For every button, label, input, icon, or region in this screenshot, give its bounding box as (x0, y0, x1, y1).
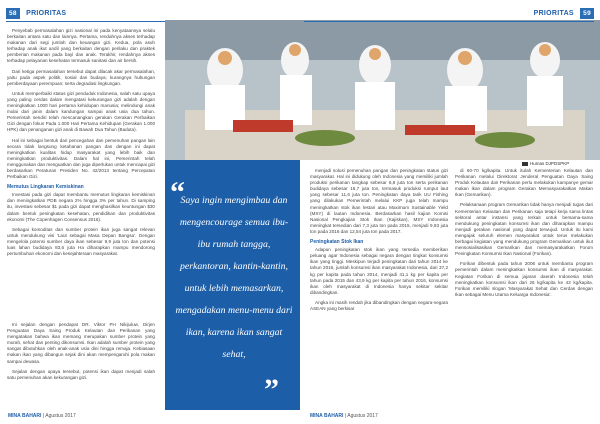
right-footer-date: Agustus 2017 (347, 413, 378, 419)
right-section-title: PRIORITAS (533, 10, 574, 17)
left-col1-paragraph: Penyebab permasalahan gizi nasional ini pada kenyataannya selalu berkaitan antara satu dan lainnya. Pertama, rendahnya akses terhadap makanan dari segi jumlah dan keuangan gizi. Kedua, pola asuh terhadap anak ikut andil yang berkaitan dengan perilaku dan praktek pemberian makanan pada bayi dan anak. Terakhir, rendahnya akses terhadap pelayanan kesehatan termasuk sanitasi dan air bersih. (7, 28, 155, 64)
right-page-number: 59 (580, 8, 594, 19)
open-quote-icon: “ (170, 176, 185, 209)
left-col1-paragraph: Dari ketiga permasalahan tersebut dapat dilacak akar permasalahan, yaitu pada aspek politik, sosial dan budaya; kurangnya hubungan pemberdayaan perempuan; serta degradasi lingkungan. (7, 68, 155, 86)
left-col2-paragraph: Sejalan dengan upaya tersebut, potensi ikan dapat menjadi salah satu pemenuhan akan kekurangan gizi. (7, 368, 155, 380)
right-column-1 (310, 168, 448, 408)
right-col1-paragraph: menjadi solusi pemenuhan pangan dan peningkatan status gizi masyarakat. Hal ini didukung oleh Indonesia yang memiliki jumlah produksi perikanan tangkap sebesar 6,8 juta ton serta perikanan budidaya sebesar 16,7 juta ton, termasuk produksi rumput laut yang sebesar 11,6 juta ton. Peningkatan daya tarik UU Fishing yang dilakukan Pemerintah melalui KKP juga telah mampu meningkatkan stok ikan lestari atau Maximum Sustainable Yield (MSY) di lautan Indonesia. Berdasarkan hasil kajian Komisi Nasional Pengkajian Stok Ikan (Kajiskan), MSY Indonesia meningkat tersedian dari 7,3 juta ton pada 2015, menjadi 9,93 juta ton pada 2016 dan 12,54 juta ton pada 2017. (310, 168, 448, 234)
left-col1-paragraph: Untuk memperbaiki status gizi penduduk Indonesia, salah satu upaya yang paling cerdas dalam mengatasi kekurangan gizi adalah dengan meningkatkan 1000 hari pertama kehidupan manusia; melindungi anak mulai dari janin dalam kandungan sampai anak usia dua tahun. Pemerintah sendiri telah mencanangkan gerakan Gerakan Perbaikan Gizi dengan fokus Pada 1.000 Hari Pertama Kehidupan (Gerakan 1.000 HPK) dan penanganan gizi anak di Bawah Dua Tahun (Baduta). (7, 90, 155, 133)
right-page (300, 0, 600, 424)
left-column-1-bottom (7, 322, 155, 412)
right-col1b-paragraph: Adapun peningkatan stok ikan yang tersedia memberikan peluang agar Indonesia sebagai negara dengan tingkat konsumsi ikan yang tinggi. Meskipun terjadi peningkatan dari tahun 2014 ke tahun 2016, jumlah konsumsi ikan masyarakat Indonesia, dari 37,2 kg per kapita pada tahun 2014, menjadi 41,1 kg per kapita per tahun pada 2015 dan 43,9 kg per kapita per tahun 2016, konsumsi ikan oleh masyarakat di Indonesia hanya sekitar sekitar dibandingkan. (310, 247, 448, 295)
left-col1-paragraph: Hal ini sebagai bentuk dari pencegahan dan pemenuhan pangan lain secara tidak langsung ketahanan pangan dan dengan ini dapat meningkatkan kualitas hidup masyarakat yang lebih baik dan meningkatkan produktivitas. Dalam hal ini, Pemerintah telah menggunakan dan menguatkan dan juga diperlukan untuk mencapai gizi berdasarkan Peraturan Presiden No. 42/2013 tentang Percepatan Perbaikan Gizi. (7, 137, 155, 180)
subhead-stok-ikan: Peningkatan Stok Ikan (310, 239, 364, 246)
right-col2-paragraph: Pelaksanaan program Gemarikan tidak hanya menjadi tugas dari Kementerian Kelautan dan Perikanan saja tetapi kerja sama lintas sektoral antar instansi yang terkait untuk bersama-sama mendukung peningkatan konsumsi ikan dan diharapkan mampu menjadi gerakan nasional yang dapat terwujud. Untuk itu kami mengajak seluruh elemen masyarakat untuk terus melakukan berbagai kegiatan yang mendukung program Gemarikan untuk ikut mensosialisasikan Gemarikan dan memasyarakatkan Forum Peningkatan Konsumsi Ikan Nasional (Forikan). (455, 202, 593, 257)
left-footer-date: Agustus 2017 (45, 413, 76, 419)
left-page-number: 58 (6, 8, 20, 19)
right-col1b-paragraph: Angka ini masih rendah jika dibandingkan dengan negara-negara ASEAN yang berkisar (310, 299, 448, 311)
left-section-title: PRIORITAS (26, 10, 67, 17)
right-header (534, 8, 594, 20)
left-col1b-paragraph: Investasi pada gizi dapat membantu memutus lingkaran kemiskinan dan meningkatkan PDB negara 2% hingga 3% per tahun. Di samping itu, investasi sebesar $1 pada gizi dapat menghasilkan keuntungan $30 dalam bentuk peningkatan kesehatan, pendidikan dan produktivitas ekonomi (The Copenhagen Consensus 2016). (7, 192, 155, 222)
right-footer-mag: MINA BAHARI (310, 413, 344, 419)
subhead-lingkaran: Memutus Lingkaran Kemiskinan (7, 184, 84, 191)
left-header (6, 8, 66, 20)
left-col2-paragraph: Ini sejalan dengan pendapat DR. Viktor PH Nikijuluw, Dirjen Penguatan Daya Saing Produk Kelautan dan Perikanan yang mengatakan bahwa ikan memang merupakan sumber protein yang murah, sehat dan penting dikonsumsi. Ikan adalah sumber protein yang sangat dibutuhkan oleh anak-anak usia dini hingga remaja. Kebiasaan makan ikan yang dibangun sejak dini akan mempengaruhi pola makan sampai dewasa. (7, 322, 155, 364)
left-footer-mag: MINA BAHARI (8, 413, 42, 419)
close-quote-icon: ” (264, 373, 279, 406)
right-col2-paragraph: Forikan dibentuk pada tahun 2006 untuk membantu program pemerintah dalam meningkatkan konsumsi ikan di masyarakat. Kegiatan Forikan di semua jajaran daerah Indonesia telah meningkatkan konsumsi ikan dari 26 kg/kapita ke 43 kg/kapita. Forikan memiliki slogan 'Masyarakat Sehat dan Cerdas dengan Ikan sebagai Menu Utama Keluarga Indonesia'. (455, 261, 593, 297)
right-footer: MINA BAHARI | Agustus 2017 (310, 413, 378, 419)
right-col2-paragraph: di 60-70 kg/kapita. Untuk itulah Kementerian Kelautan dan Perikanan melalui Direktorat Jenderal Penguatan Daya Saing Produk Kelautan dan Perikanan perlu melakukan kampanye gemar makan ikan dalam program Gerakan Memasyarakatkan Makan Ikan (Gemarikan). (455, 168, 593, 198)
right-column-2 (455, 168, 593, 408)
pull-quote-text: Saya ingin mengimbau dan mengencourage semua ibu-ibu rumah tangga, perkantoran, kantin-kantin, untuk lebih memasarkan, mengadakan menu-menu dari ikan, karena ikan sangat sehat, (175, 195, 293, 360)
photo-caption: Humas DJPDSPKP (522, 161, 569, 166)
left-footer: MINA BAHARI | Agustus 2017 (8, 413, 76, 419)
right-header-rule (304, 21, 594, 22)
left-col1b-paragraph: Sebagai komoditas dan sumber protein ikan juga sangat relevan untuk mendukung visi 'Laut sebagai Masa Depan Bangsa'. Dengan mengelola potensi sumber daya ikan sebesar 9,9 juta ton dan potensi luas lahan budidaya 83,6 juta Ha diharapkan mampu mendorong pertumbuhan ekonomi dan kesejahteraan masyarakat. (7, 226, 155, 257)
